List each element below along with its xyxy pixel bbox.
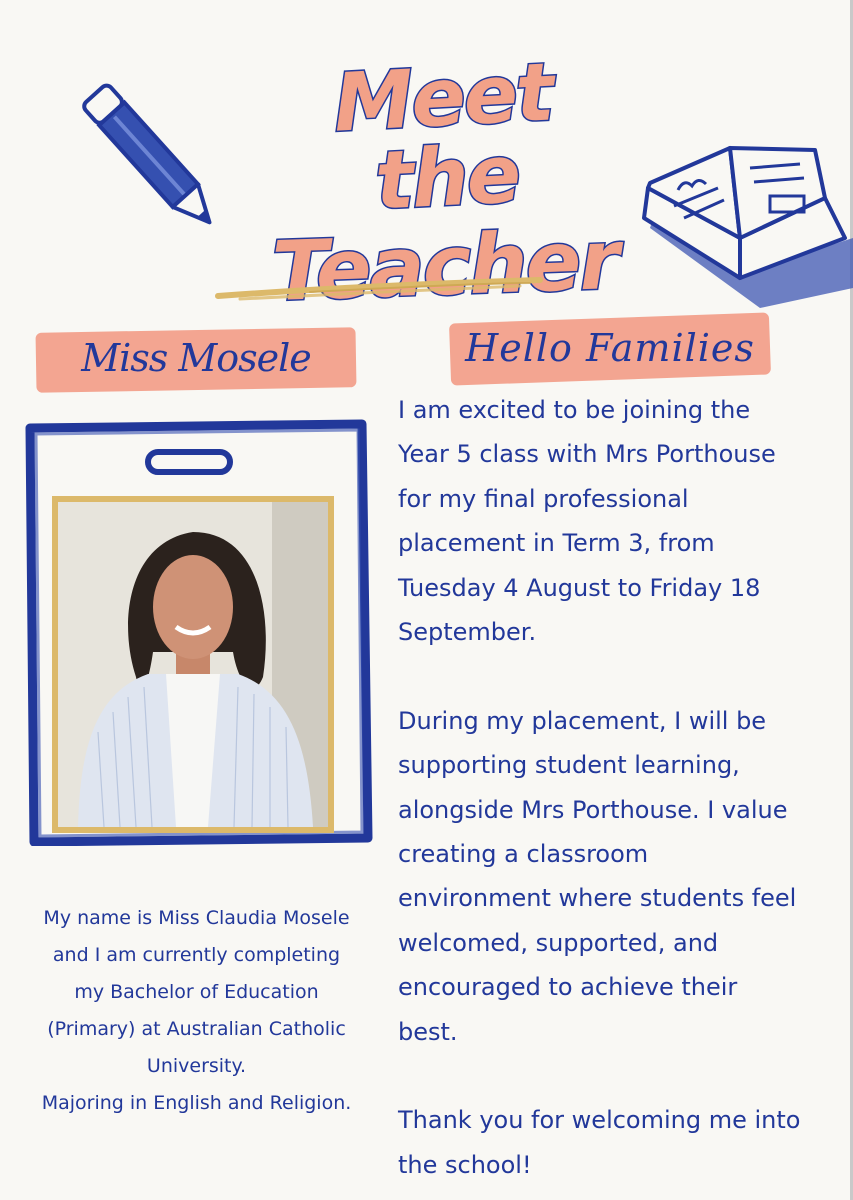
welcome-letter <box>398 388 828 1187</box>
bio-line: Majoring in English and Religion. <box>41 1092 352 1114</box>
teacher-photo <box>52 496 334 833</box>
letter-line: the school! <box>398 1150 532 1179</box>
bio-line: my Bachelor of Education <box>74 981 319 1003</box>
letter-line: encouraged to achieve their <box>398 973 738 1002</box>
bio-line: My name is Miss Claudia Mosele <box>43 907 350 929</box>
letter-line: creating a classroom <box>398 840 649 869</box>
letter-line: Year 5 class with Mrs Porthouse <box>398 440 776 469</box>
title-line-1: Meet the <box>331 45 555 228</box>
letter-line: Thank you for welcoming me into <box>398 1106 801 1135</box>
letter-line: environment where students feel <box>398 884 797 913</box>
letter-line: Tuesday 4 August to Friday 18 <box>398 573 761 602</box>
brush-underline <box>210 272 550 306</box>
letter-line: for my final professional <box>398 484 689 513</box>
bio-line: and I am currently completing <box>52 944 341 966</box>
bio-line: University. <box>146 1055 247 1077</box>
page-title <box>255 45 635 320</box>
letter-line: welcomed, supported, and <box>398 928 719 957</box>
paragraph-gap <box>398 654 828 698</box>
pencil-icon <box>72 62 232 252</box>
letter-line: During my placement, I will be <box>398 706 767 735</box>
letter-line: alongside Mrs Porthouse. I value <box>398 795 788 824</box>
letter-line: best. <box>398 1017 458 1046</box>
teacher-portrait <box>58 502 328 827</box>
letter-line: September. <box>398 618 537 647</box>
teacher-name: Miss Mosele <box>81 336 311 380</box>
paragraph-gap <box>398 1054 828 1098</box>
title-line-2: Teacher <box>270 213 620 320</box>
open-book-icon <box>640 138 853 308</box>
letter-line: I am excited to be joining the <box>398 396 751 424</box>
bio-line: (Primary) at Australian Catholic <box>47 1018 346 1040</box>
letter-line: supporting student learning, <box>398 751 740 780</box>
greeting-heading: Hello Families <box>465 326 755 370</box>
letter-line: placement in Term 3, from <box>398 529 715 558</box>
teacher-bio <box>14 900 379 1122</box>
